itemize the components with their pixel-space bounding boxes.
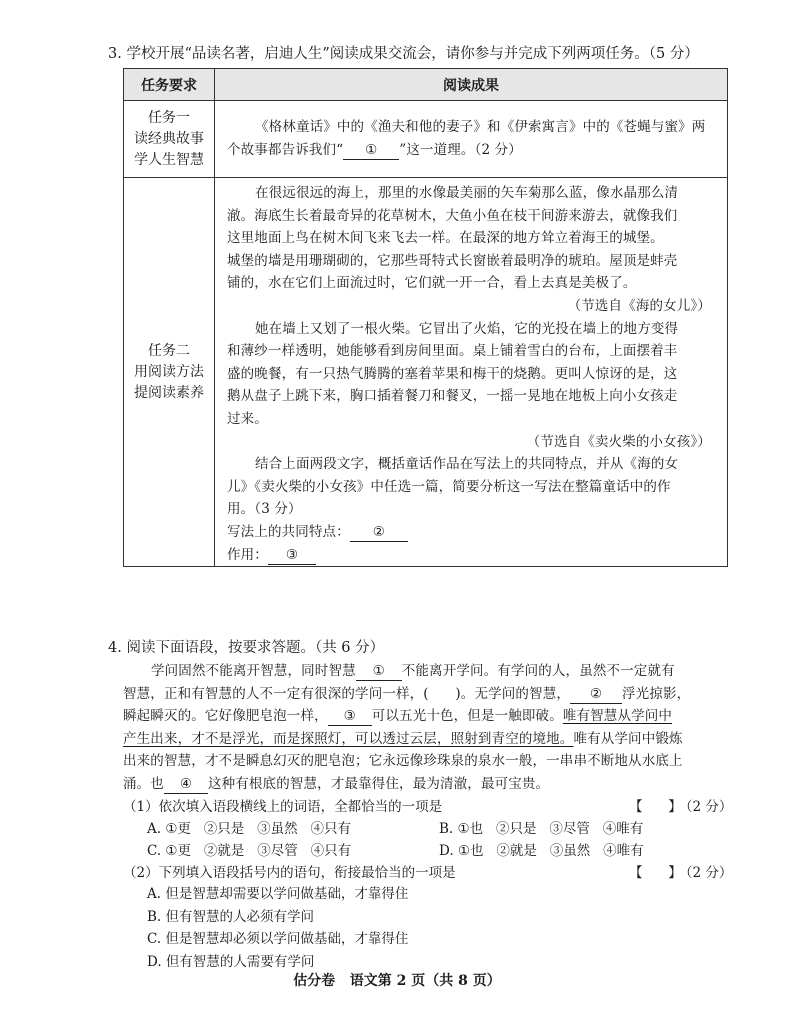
q4-passage-line bbox=[123, 660, 733, 683]
task1-text: 个故事都告诉我们“ bbox=[227, 142, 344, 158]
option-c[interactable]: C. 但是智慧却必须以学问做基础，才靠得住 bbox=[147, 931, 409, 947]
q4-passage-line bbox=[123, 773, 733, 796]
q4-text: )。无学问的智慧， bbox=[455, 685, 570, 702]
q4-bracket-blank[interactable] bbox=[429, 686, 456, 702]
answer-line-effect bbox=[227, 544, 717, 567]
task1-label bbox=[124, 101, 215, 178]
question-4-body bbox=[123, 660, 733, 973]
table-header-row bbox=[124, 69, 728, 101]
q4-text: 这种有根底的智慧，才最靠得住，最为清澈，最可宝贵。 bbox=[207, 775, 550, 792]
question-3-heading: 3. 学校开展“品读名著，启迪人生”阅读成果交流会，请你参与并完成下列两项任务。（5 分） bbox=[108, 46, 699, 62]
header-task-requirement: 任务要求 bbox=[124, 69, 215, 101]
task1-label-line: 学人生智慧 bbox=[134, 151, 204, 168]
subquestion-2-text: （2）下列填入语段括号内的语句，衔接最恰当的一项是 bbox=[123, 865, 456, 881]
answer-line-feature bbox=[227, 521, 717, 544]
q4-text: 学问固然不能离开智慧，同时智慧 bbox=[151, 663, 356, 679]
q4-passage-line bbox=[123, 728, 733, 751]
subquestion-2-score: （2 分） bbox=[679, 865, 733, 881]
q4-blank-2[interactable]: ② bbox=[570, 686, 622, 704]
prompt-line: 结合上面两段文字，概括童话作品在写法上的共同特点，并从《海的女 bbox=[255, 456, 679, 473]
q4-passage-line bbox=[123, 705, 733, 728]
task1-line bbox=[227, 139, 717, 162]
table-row-task2 bbox=[124, 178, 728, 567]
passage2-line: 和薄纱一样透明，她能够看到房间里面。桌上铺着雪白的台布，上面摆着丰 bbox=[227, 343, 678, 360]
q4-underlined-text: 产生出来，才不是浮光，而是探照灯，可以透过云层，照射到青空的境地。 bbox=[123, 730, 574, 747]
q4-text: 智慧，正和有智慧的人不一定有很深的学问一样，( bbox=[123, 685, 429, 702]
task1-label-line: 读经典故事 bbox=[134, 130, 204, 147]
subquestion-1-options-row bbox=[123, 817, 733, 839]
answer-label-effect: 作用： bbox=[227, 546, 268, 563]
option-a[interactable]: A. 但是智慧却需要以学问做基础，才靠得住 bbox=[147, 886, 409, 902]
task2-label-line: 提阅读素养 bbox=[134, 384, 204, 401]
q4-blank-1[interactable]: ① bbox=[356, 663, 402, 681]
option-c[interactable]: C. ①更 ②就是 ③尽管 ④只有 bbox=[147, 843, 352, 859]
table-row-task1 bbox=[124, 101, 728, 178]
option-d[interactable]: D. 但有智慧的人需要有学问 bbox=[147, 953, 315, 970]
subquestion-2 bbox=[123, 861, 733, 883]
q4-blank-4[interactable]: ④ bbox=[164, 776, 208, 794]
passage1-line: 在很远很远的海上，那里的水像最美丽的矢车菊那么蓝，像水晶那么清 bbox=[255, 185, 679, 201]
answer-blank-3[interactable]: ③ bbox=[268, 547, 316, 565]
prompt-line: 儿》《卖火柴的小女孩》中任选一篇，简要分析这一写法在整篇童话中的作 bbox=[227, 478, 671, 495]
q4-text: 可以五光十色，但是一触即破。 bbox=[371, 708, 563, 724]
q4-blank-3[interactable]: ③ bbox=[328, 708, 372, 726]
option-b[interactable]: B. 但有智慧的人必须有学问 bbox=[147, 908, 315, 925]
q4-passage-line: 出来的智慧，才不是瞬息幻灭的肥皂泡；它永远像珍珠泉的泉水一般，一串串不断地从水底上 bbox=[123, 753, 683, 769]
passage1-source: （节选自《海的女儿》） bbox=[567, 297, 711, 314]
q4-text: 唯有从学问中锻炼 bbox=[573, 730, 683, 747]
passage2-line: 盛的晚餐，有一只热气腾腾的塞着苹果和梅干的烧鹅。更叫人惊讶的是，这 bbox=[227, 365, 678, 382]
answer-bracket-1[interactable]: 【 】 bbox=[629, 799, 682, 815]
q4-text: 不能离开学问。有学问的人，虽然不一定就有 bbox=[401, 663, 675, 679]
option-d[interactable]: D. ①也 ②就是 ③虽然 ④唯有 bbox=[439, 843, 644, 859]
question-4-heading: 4. 阅读下面语段，按要求答题。（共 6 分） bbox=[108, 640, 385, 656]
task2-label bbox=[124, 178, 215, 567]
subquestion-1-text: （1）依次填入语段横线上的词语，全都恰当的一项是 bbox=[123, 799, 443, 815]
task2-label-line: 用阅读方法 bbox=[134, 363, 204, 380]
q4-passage-line bbox=[123, 683, 733, 706]
header-reading-result: 阅读成果 bbox=[215, 69, 728, 101]
q4-text: 瞬起瞬灭的。它好像肥皂泡一样， bbox=[123, 708, 328, 724]
task1-line: 《格林童话》中的《渔夫和他的妻子》和《伊索寓言》中的《苍蝇与蜜》两 bbox=[255, 119, 706, 136]
task1-text: ”这一道理。（2 分） bbox=[399, 142, 522, 158]
task1-label-line: 任务一 bbox=[148, 109, 190, 126]
passage2-line: 她在墙上又划了一根火柴。它冒出了火焰，它的光投在墙上的地方变得 bbox=[255, 320, 679, 337]
q4-text: 浮光掠影， bbox=[622, 685, 691, 702]
page-footer: 估分卷 语文第 2 页（共 8 页） bbox=[293, 973, 501, 989]
passage1-line: 这里地面上鸟在树木间飞来飞去一样。在最深的地方耸立着海王的城堡。 bbox=[227, 230, 664, 247]
answer-blank-2[interactable]: ② bbox=[350, 524, 408, 542]
task2-label-line: 任务二 bbox=[148, 342, 190, 359]
answer-label-feature: 写法上的共同特点： bbox=[227, 523, 350, 540]
answer-bracket-2[interactable]: 【 】 bbox=[629, 865, 682, 881]
option-a[interactable]: A. ①更 ②只是 ③虽然 ④只有 bbox=[147, 821, 352, 837]
task1-content bbox=[215, 101, 728, 178]
reading-task-table bbox=[123, 68, 728, 567]
subquestion-1-options-row bbox=[123, 839, 733, 861]
passage1-line: 城堡的墙是用珊瑚砌的，它那些哥特式长窗嵌着最明净的琥珀。屋顶是蚌壳 bbox=[227, 252, 678, 269]
q4-underlined-text: 唯有智慧从学问中 bbox=[562, 708, 673, 724]
passage1-line: 铺的，水在它们上面流过时，它们就一开一合，看上去真是美极了。 bbox=[227, 275, 637, 292]
subquestion-2-options bbox=[123, 883, 733, 973]
option-b[interactable]: B. ①也 ②只是 ③尽管 ④唯有 bbox=[439, 821, 644, 837]
passage2-line: 过来。 bbox=[227, 410, 268, 427]
subquestion-1-score: （2 分） bbox=[679, 799, 733, 815]
passage2-line: 鹅从盘子上跳下来，胸口插着餐刀和餐叉，一摇一晃地在地板上向小女孩走 bbox=[227, 388, 678, 405]
passage2-source: （节选自《卖火柴的小女孩》） bbox=[526, 433, 711, 450]
passage1-line: 澈。海底生长着最奇异的花草树木，大鱼小鱼在枝干间游来游去，就像我们 bbox=[227, 207, 678, 224]
answer-blank-1[interactable]: ① bbox=[343, 142, 399, 160]
prompt-line: 用。（3 分） bbox=[227, 501, 302, 518]
subquestion-1 bbox=[123, 795, 733, 817]
task2-content bbox=[215, 178, 728, 567]
q4-text: 涌。也 bbox=[123, 775, 164, 792]
